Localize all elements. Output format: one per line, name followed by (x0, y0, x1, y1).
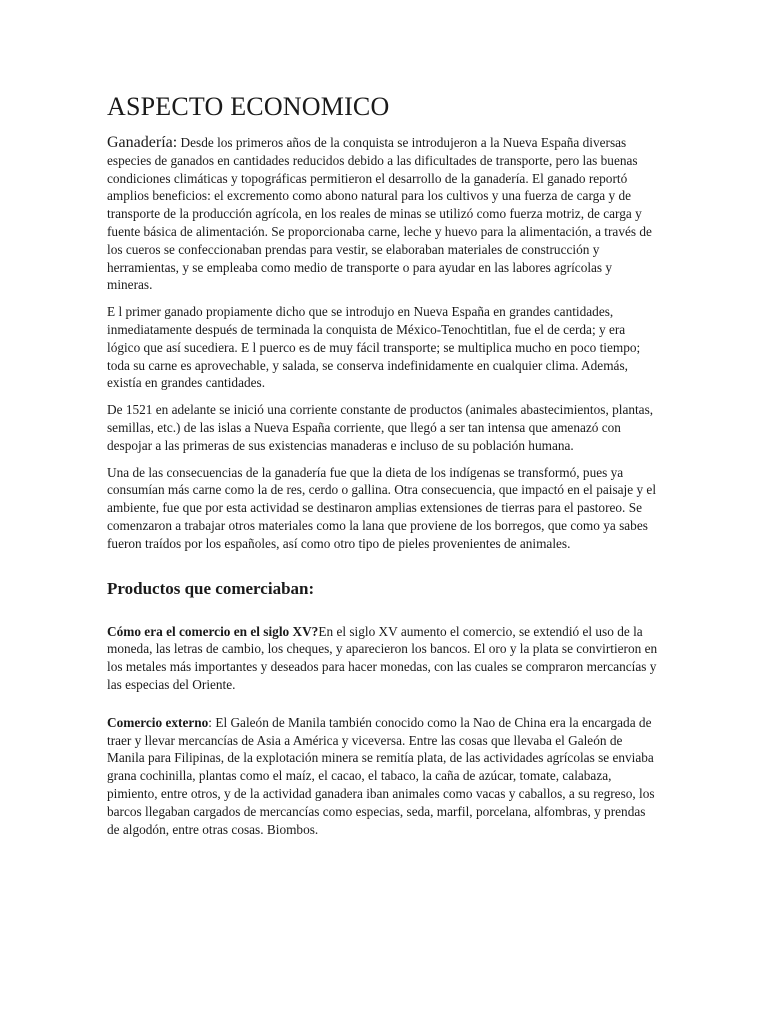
comercio-xv-text: En el siglo XV aumento el comercio, se extendió el uso de la moneda, las letras de cambio, los cheques, y aparecieron los bancos. El oro y la plata se convirtieron en los metales más importantes y deseados para hacer monedas, con las cuales se compraron mercancías y las especias del Oriente. (107, 623, 658, 692)
paragraph-1521: De 1521 en adelante se inició una corriente constante de productos (animales abastecimientos, plantas, semillas, etc.) de las islas a Nueva España corriente, que llegó a ser tan intensa que amenazó con despojar a las primeras de sus existencias manaderas e incluso de su población humana. (107, 402, 654, 453)
comercio-xv-label: Cómo era el comercio en el siglo XV? (107, 623, 319, 639)
comercio-externo-paragraph (107, 714, 659, 839)
paragraph-consecuencias: Una de las consecuencias de la ganadería fue que la dieta de los indígenas se transformó, pues ya consumían más carne como la de res, cerdo o gallina. Otra consecuencia, que impactó en el paisaje y el ambiente, fue que por esta actividad se destinaron amplias extensiones de tierras para el pastoreo. Se comenzaron a trabajar otros materiales como la lana que proviene de los borregos, que como ya sabes fueron traídos por los españoles, así como otro tipo de pieles provenientes de animales. (107, 464, 657, 551)
section-heading-productos: Productos que comerciaban: (107, 578, 315, 598)
comercio-externo-label: Comercio externo (107, 714, 209, 730)
ganaderia-label: Ganadería: (107, 134, 178, 151)
comercio-externo-text: : El Galeón de Manila también conocido como la Nao de China era la encargada de traer y llevar mercancías de Asia a América y viceversa. Entre las cosas que llevaba el Galeón de Manila para Filipinas, de la explotación minera se remitía plata, de las actividades agrícolas se enviaba grana cochinilla, plantas como el maíz, el cacao, el tabaco, la caña de azúcar, tomate, calabaza, pimiento, entre otros, y de la actividad ganadera iban animales como vacas y caballos, a su regreso, los barcos llegaban cargados de mercancías como especias, seda, marfil, porcelana, alfombras, y prendas de algodón, entre otras cosas. Biombos. (107, 714, 655, 837)
ganaderia-text: Desde los primeros años de la conquista se introdujeron a la Nueva España diversas especies de ganados en cantidades reducidos debido a las dificultades de transporte, pero las buenas condiciones climáticas y topográficas permitieron el desarrollo de la ganadería. El ganado reportó amplios beneficios: el excremento como abono natural para los cultivos y una fuerza de carga y de transporte de la producción agrícola, en los reales de minas se utilizó como fuerza motriz, de carga y fuente básica de alimentación. Se proporcionaba carne, leche y huevo para la alimentación, a través de los cueros se confeccionaban prendas para vestir, se elaboraban materiales de construcción y herramientas, y se empleaba como medio de transporte o para ayudar en las labores agrícolas y mineras. (107, 135, 652, 293)
ganaderia-paragraph (107, 134, 659, 294)
document-title: ASPECTO ECONOMICO (107, 92, 390, 121)
paragraph-primer-ganado: E l primer ganado propiamente dicho que se introdujo en Nueva España en grandes cantidades, inmediatamente después de terminada la conquista de México-Tenochtitlan, fue el de cerda; y era lógico que así sucediera. E l puerco es de muy fácil transporte; se multiplica mucho en poco tiempo; toda su carne es aprovechable, y salada, se conserva indefinidamente en cualquier clima. Además, existía en grandes cantidades. (107, 304, 641, 391)
comercio-xv-paragraph (107, 623, 659, 694)
document-page (107, 92, 659, 847)
